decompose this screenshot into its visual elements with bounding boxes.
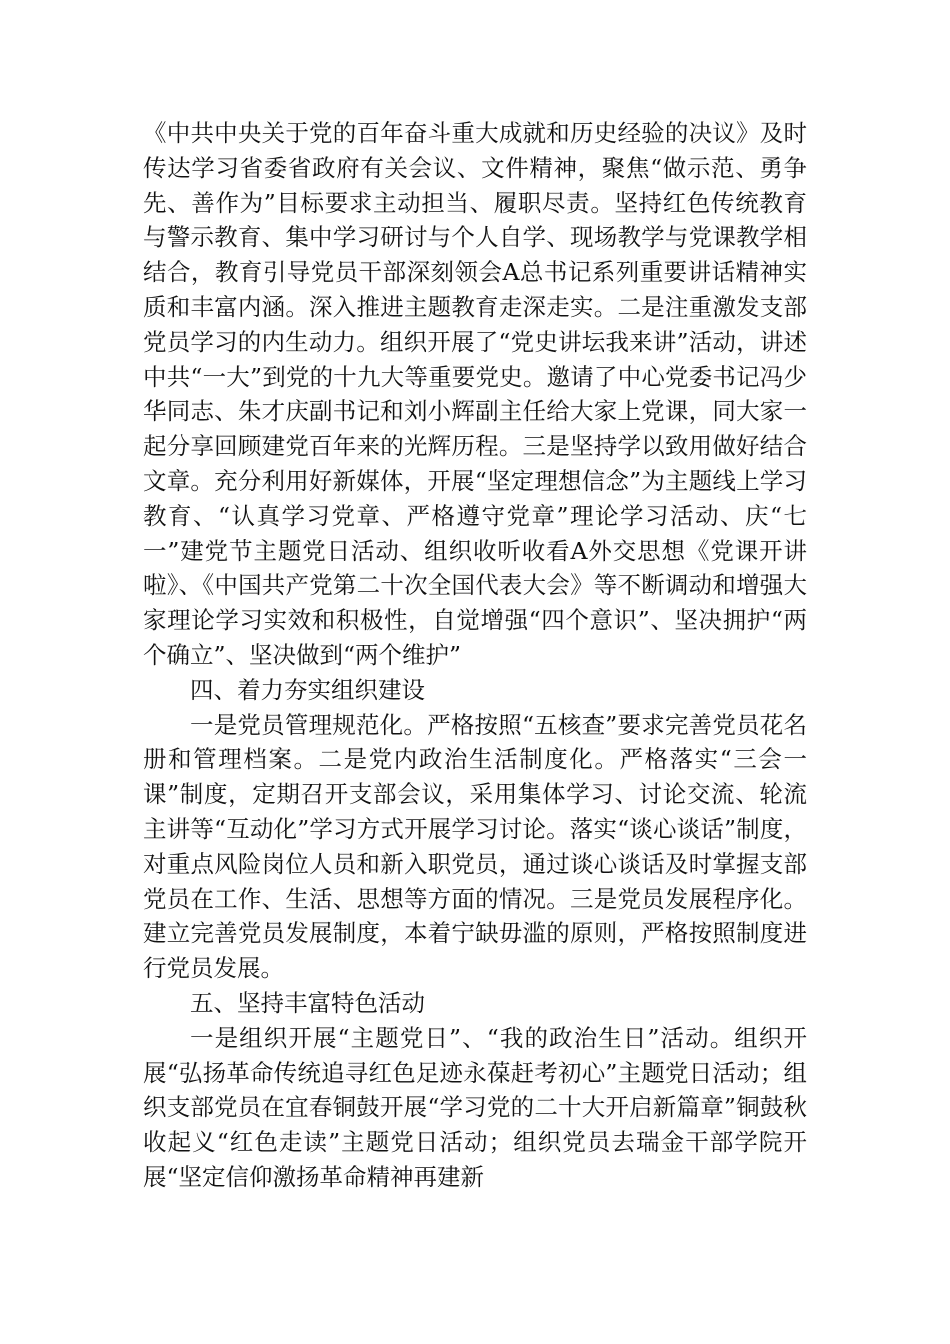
paragraph-section-5: 一是组织开展“主题党日”、“我的政治生日”活动。组织开展“弘扬革命传统追寻红色足迹永葆赶考初心”主题党日活动；组织支部党员在宜春铜鼓开展“学习党的二十大开启新篇章”铜鼓秋收起义“红色走读”主题党日活动；组织党员去瑞金干部学院开展“坚定信仰激扬革命精神再建新 [143,1023,807,1191]
section-heading-5: 五、坚持丰富特色活动 [190,988,425,1017]
paragraph-section-4: 一是党员管理规范化。严格按照“五核查”要求完善党员花名册和管理档案。二是党内政治生活制度化。严格落实“三会一课”制度，定期召开支部会议，采用集体学习、讨论交流、轮流主讲等“互动化”学习方式开展学习讨论。落实“谈心谈话”制度，对重点风险岗位人员和新入职党员，通过谈心谈话及时掌握支部党员在工作、生活、思想等方面的情况。三是党员发展程序化。建立完善党员发展制度，本着宁缺毋滥的原则，严格按照制度进行党员发展。 [143,710,807,983]
document-body [143,116,807,1195]
section-heading-4: 四、着力夯实组织建设 [190,675,425,704]
paragraph-continued: 《中共中央关于党的百年奋斗重大成就和历史经验的决议》及时传达学习省委省政府有关会议、文件精神，聚焦“做示范、勇争先、善作为”目标要求主动担当、履职尽责。坚持红色传统教育与警示教育、集中学习研讨与个人自学、现场教学与党课教学相结合，教育引导党员干部深刻领会A总书记系列重要讲话精神实质和丰富内涵。深入推进主题教育走深走实。二是注重激发支部党员学习的内生动力。组织开展了“党史讲坛我来讲”活动，讲述中共“一大”到党的十九大等重要党史。邀请了中心党委书记冯少华同志、朱才庆副书记和刘小辉副主任给大家上党课，同大家一起分享回顾建党百年来的光辉历程。三是坚持学以致用做好结合文章。充分利用好新媒体，开展“坚定理想信念”为主题线上学习教育、“认真学习党章、严格遵守党章”理论学习活动、庆“七一”建党节主题党日活动、组织收听收看A外交思想《党课开讲啦》、《中国共产党第二十次全国代表大会》等不断调动和增强大家理论学习实效和积极性，自觉增强“四个意识”、坚决拥护“两个确立”、坚决做到“两个维护” [143,119,807,669]
